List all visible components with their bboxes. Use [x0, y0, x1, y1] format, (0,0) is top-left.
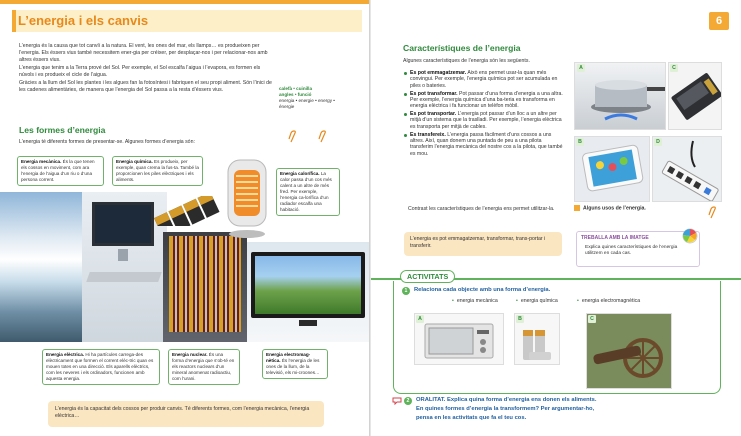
callout-title: Energia calorífica. — [280, 171, 320, 176]
callout-chemical-energy — [112, 156, 203, 186]
image-label: D — [654, 138, 662, 146]
characteristics-heading: Característiques de l’energia — [403, 43, 521, 53]
characteristics-intro: Algunes característiques de l’energia són les següents. — [403, 58, 530, 64]
image-c-battery — [668, 62, 722, 130]
callout-title: Energia electromag-nètica. — [266, 352, 311, 363]
callout-text: La calor passa d’un cos més calent a un altre de més fred. Per exemple, l’energia ca-lorífica d’un radiador escalfa una habitació. — [280, 171, 332, 212]
work-with-image-text: Explica quines característiques de l’energia utilitzem en cada cas. — [585, 245, 678, 256]
activity-2-line-2: En quines formes d’energia la transformem? Per argumentar-ho, — [416, 406, 595, 412]
callout-electric-energy — [42, 349, 160, 385]
callout-text: És la que tenen els cossos en moviment, com ara l’energia de l’aigua d’un riu o d’una persona corrent. — [21, 159, 95, 182]
image-label: B — [516, 315, 524, 323]
sidenote-line-3: energia • energie • energy • énergie — [279, 98, 335, 109]
waterfall-photo — [0, 192, 82, 342]
intro-paragraph-1: L’energia és la causa que tot canviï a la natura. El vent, les ones del mar, els llamps… es produeixen per l’energia. Els éssers vius també necessitem ener-gia per créixer, per desplaçar-nos i per relacionar-nos amb altres éssers vius. — [19, 43, 268, 63]
image-label: C — [588, 315, 596, 323]
activity-image-c-cannon — [586, 313, 672, 389]
callout-title: Energia elèctrica. — [46, 352, 85, 357]
work-with-image-title: TREBALLA AMB LA IMATGE — [581, 235, 649, 241]
image-label: B — [576, 138, 584, 146]
list-item: Es pot emmagatzemar. Això ens permet usar-la quan més convingui. Per exemple, l’energia química pot ser acumulada en piles o bateries. — [403, 70, 563, 89]
activity-number: 2 — [404, 397, 412, 405]
image-d-power-strip — [652, 136, 722, 202]
characteristics-list — [403, 70, 563, 158]
activities-header: ACTIVITATS — [400, 270, 455, 283]
batteries-image — [152, 196, 220, 226]
activity-1-question: Relaciona cada objecte amb una forma d’energia. — [414, 287, 551, 293]
callout-nuclear-energy — [168, 349, 240, 385]
paperclip-icon — [708, 206, 718, 220]
left-page — [0, 0, 369, 436]
list-item: Es transfereix. L’energia passa fàcilment d’uns cossos a uns altres. Així, quan donem una puntada de peu a una pilota transferim l’energia mecànica del nostre cos a la pilota, que també es mou. — [403, 132, 563, 158]
list-item: Es pot transportar. L’energia pot passar d’un lloc a un altre per mitjà d’un sistema que la traslladi. Per exemple, l’energia elèctrica es transporta per mitjà de cables. — [403, 111, 563, 130]
vocabulary-sidenote — [279, 86, 339, 110]
intro-paragraph-3: Gràcies a la llum del Sol les plantes i les algues fan la fotosíntesi i fabriquen el seu propi aliment. Són l’inici de les cadenes alimentàries, de manera que l’energia del Sol passa a la resta d’éssers vius. — [19, 80, 272, 93]
nuclear-reactor-photo — [163, 232, 247, 342]
activity-2-line-1: ORALITAT. Explica quina forma d’energia ens donen els aliments. — [416, 397, 597, 403]
sidenote-line-2: angles • funció — [279, 92, 312, 97]
activity-image-a-microwave — [414, 313, 504, 365]
callout-text: És l’energia de les ones de la llum, de la televisió, els mi-croones… — [266, 358, 320, 375]
callout-text: Es produeix, per exemple, quan crema la fus-ta. També la proporcionen les piles elèctriques i els aliments. — [116, 159, 199, 182]
callout-mechanical-energy — [17, 156, 104, 186]
list-item: Es pot transformar. Pot passar d’una forma d’energia a una altra. Per exemple, l’energia química d’una ba-teria es transforma en energia elèctrica i fa funcionar un telèfon mòbil. — [403, 91, 563, 110]
contrast-text: Contrast les característiques de l’energia ens permet utilitzar-la. — [408, 206, 555, 212]
callout-text: Hi ha partícules carrega-des elèctricament que formen el corrent elèc-tric quan es mouen totes en una direcció. Els aparells elèctrics, com les neveres i els ordinadors, funcionen amb aquesta energia. — [46, 352, 154, 381]
speech-icon — [392, 397, 402, 405]
callout-title: Energia mecànica. — [21, 159, 62, 164]
callout-text: És una forma d’energia que s’ob-té en els reactors nuclears d’un mineral anomenat radioactiu, com l’urani. — [172, 352, 235, 381]
paperclip-icon — [318, 130, 328, 144]
option-electromagnetic: • energia electromagnètica — [577, 298, 640, 304]
image-label: A — [577, 64, 585, 72]
paperclip-icon — [288, 130, 298, 144]
page-title: L’energia i els canvis — [18, 13, 149, 28]
image-a-pot — [574, 62, 666, 130]
activity-2-line-3: pensa en les activitats que fa el teu cos. — [416, 415, 527, 421]
option-chemical: • energia química — [516, 298, 558, 304]
callout-heat-energy — [276, 168, 340, 216]
image-b-smartphone — [574, 136, 650, 202]
summary-text-right: L’energia es pot emmagatzemar, transformar, trans-portar i transferir. — [410, 236, 546, 249]
summary-text: L’energia és la capacitat dels cossos per produir canvis. Té diferents formes, com l’energia mecànica, l’energia elèctrica… — [55, 406, 310, 419]
section-heading: Les formes d’energia — [19, 125, 106, 135]
figure-caption: Alguns usos de l’energia. — [574, 205, 646, 211]
image-label: C — [670, 64, 678, 72]
callout-title: Energia química. — [116, 159, 153, 164]
color-wheel-icon — [682, 228, 698, 244]
caption-marker-icon — [574, 205, 580, 211]
intro-paragraph-2: L’energia que tenim a la Terra prové del Sol. Per exemple, el Sol escalfa l’aigua i l’evapora, es formen els núvols i es produeix el cicle de l’aigua. — [19, 65, 261, 78]
option-mechanical: • energia mecànica — [452, 298, 498, 304]
section-text: L’energia té diferents formes de presentar-se. Algunes formes d’energia són: — [19, 139, 195, 145]
television-photo — [247, 242, 369, 342]
heater-image — [222, 158, 272, 240]
callout-electromagnetic-energy — [262, 349, 328, 379]
image-label: A — [416, 315, 424, 323]
callout-title: Energia nuclear. — [172, 352, 208, 357]
unit-number-tab: 6 — [709, 12, 729, 30]
sidenote-line-1: calefà • cuinilla — [279, 86, 313, 91]
activity-number: 1 — [402, 287, 410, 295]
top-accent-bar — [0, 0, 369, 4]
